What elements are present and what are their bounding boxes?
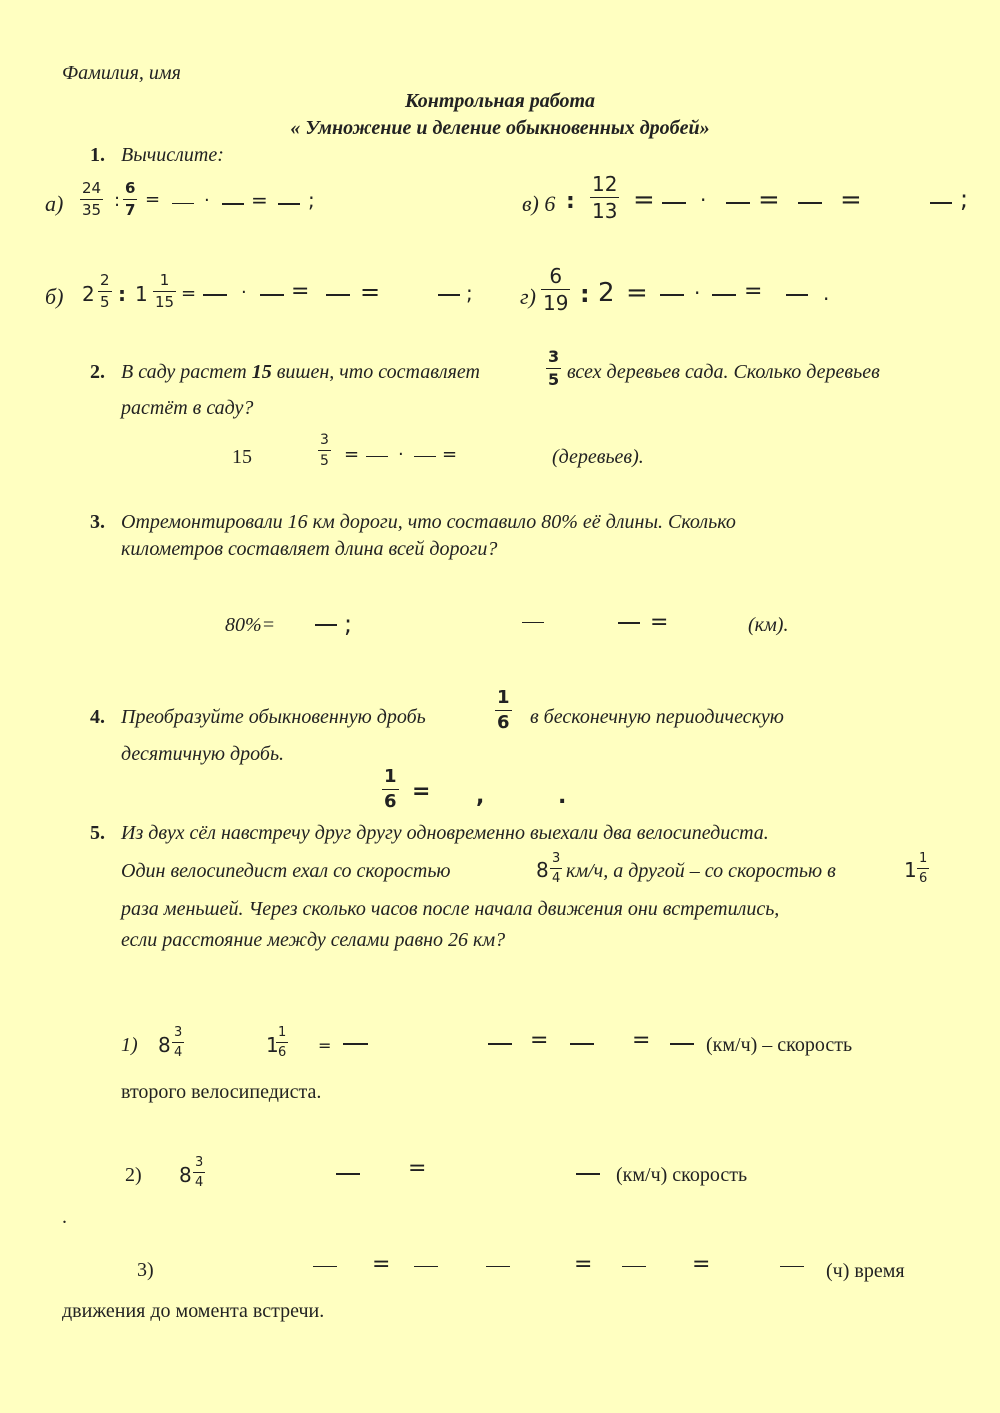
denominator: 35 [82,201,102,219]
equals-sign: = [442,444,458,465]
fraction-6-19 [541,266,570,313]
denominator: 19 [543,291,569,315]
fraction-bar [541,289,570,290]
fraction-bar [917,868,929,869]
blank-fraction-line [798,202,822,204]
whole-part: 8 [536,858,549,882]
denominator: 6 [497,712,510,733]
numerator: 1 [159,271,170,289]
task3-line2: километров составляет длина всей дороги? [121,538,498,560]
denominator: 15 [155,293,175,311]
numerator: 1 [278,1025,287,1040]
task2-line2: растёт в саду? [121,397,254,419]
step3-line2: движения до момента встречи. [62,1300,325,1322]
fraction-bar [495,710,512,711]
equals-sign: = [291,279,310,304]
colon-sign: : [566,189,575,214]
step1-tail: (км/ч) – скорость [706,1034,853,1056]
blank-fraction-line [786,294,808,296]
equals-sign: = [632,1028,651,1053]
numerator: 3 [174,1025,183,1040]
equals-sign: = [530,1028,549,1053]
fraction-1-15 [153,273,176,310]
numerator: 1 [384,766,397,787]
task1a-label: а) [45,191,64,216]
multiply-dot: · [694,281,701,305]
semicolon: ; [308,188,315,212]
step3-tail: (ч) время [826,1260,905,1282]
numerator: 1 [497,687,510,708]
fraction-bar [318,450,331,451]
task5-number: 5. [90,822,105,844]
equals-sign: = [360,278,381,306]
colon-sign: : [114,190,121,211]
fraction-bar [172,1042,184,1043]
task5-line1: Из двух сёл навстречу друг другу одновременно выехали два велосипедиста. [121,822,769,844]
blank-fraction-line [670,1043,694,1045]
multiply-dot: · [241,282,247,303]
blank-fraction-line [930,202,952,204]
page-title: Контрольная работа [404,90,596,112]
colon-sign: : [580,280,590,308]
equals-sign: = [840,185,862,215]
fraction-bar [80,199,103,200]
fraction-3-5 [318,433,331,468]
equals-sign: = [574,1252,593,1277]
blank-fraction-line [712,294,736,296]
fraction-6-7 [123,181,137,218]
equals-sign: = [145,189,161,210]
denominator: 4 [552,871,561,886]
denominator: 5 [320,453,329,469]
task1b-label: б) [45,284,64,309]
fraction-bar [98,291,112,292]
step3-label: 3) [137,1259,154,1281]
fraction-bar [546,368,561,369]
fraction-bar [590,197,619,198]
task1v-label: в) 6 [522,191,556,216]
numerator: 1 [919,851,928,866]
denominator: 6 [278,1045,287,1060]
numerator: 3 [548,347,560,366]
fraction-1-6 [917,852,929,885]
blank-fraction-line [570,1043,594,1045]
blank-fraction-line [366,456,388,457]
blank-fraction-line [414,1266,438,1267]
equals-sign: = [181,283,197,304]
task5-line3: раза меньшей. Через сколько часов после начала движения они встретились, [121,898,780,920]
fraction-bar [123,199,137,200]
task4-number: 4. [90,706,105,728]
task5-line2-end: км/ч, а другой – со скоростью в [566,860,836,882]
denominator: 5 [548,370,560,389]
denominator: 7 [125,201,136,219]
whole-part: 1 [135,282,148,306]
blank-fraction-line [414,456,436,457]
percent-label: 80%= [225,614,276,636]
task5-line4: если расстояние между селами равно 26 км? [121,929,506,951]
task2-number: 2. [90,361,105,383]
task1g-label: г) [520,284,536,309]
blank-fraction-line [780,1266,804,1267]
task3-number: 3. [90,511,105,533]
fraction-24-35 [80,181,103,218]
equals-sign: = [626,278,648,308]
equals-sign: = [251,188,268,212]
whole-part: 8 [158,1033,171,1057]
fraction-12-13 [590,174,619,221]
fraction-3-4 [550,852,562,885]
denominator: 13 [592,199,618,223]
multiply-dot: · [204,190,210,211]
blank-fraction-line [260,294,284,296]
denominator: 4 [195,1175,204,1190]
blank-fraction-line [203,294,227,296]
fraction-3-4 [193,1156,205,1189]
unit-label: (деревьев). [552,446,644,468]
semicolon: ; [344,610,353,638]
blank-fraction-line [172,203,194,204]
blank-fraction-line [576,1173,600,1175]
blank-fraction-line [488,1043,512,1045]
text-run: вишен, что составляет [276,361,480,383]
unit-label: (км). [748,614,789,636]
numerator: 3 [320,432,329,448]
whole-part: 8 [179,1163,192,1187]
page-subtitle: « Умножение и деление обыкновенных дробей» [290,117,710,139]
fraction-3-5 [546,349,561,388]
blank-fraction-line [315,624,337,626]
blank-fraction-line [660,294,684,296]
task4-line1-end: в бесконечную периодическую [530,706,784,728]
step1-label: 1) [121,1034,138,1056]
fraction-1-6 [276,1026,288,1059]
blank-fraction-line [278,203,300,205]
semicolon: ; [466,281,473,305]
text-run: В саду растет [121,361,247,383]
fraction-1-6 [382,768,399,811]
blank-fraction-line [726,202,750,204]
step2-tail: (км/ч) скорость [616,1164,748,1186]
solution-value: 15 [232,446,252,468]
multiply-dot: · [398,444,404,465]
blank-fraction-line [522,622,544,623]
whole-number: 2 [598,278,615,308]
denominator: 5 [100,293,110,311]
tree-count: 15 [251,361,272,383]
whole-part: 2 [82,282,95,306]
fraction-bar [550,868,562,869]
numerator: 6 [549,264,563,288]
equals-sign: = [412,779,431,804]
denominator: 4 [174,1045,183,1060]
blank-fraction-line [438,294,460,296]
multiply-dot: · [700,188,707,212]
task5-line2-start: Один велосипедист ехал со скоростью [121,860,451,882]
period: . [823,281,830,305]
equals-sign: = [344,444,360,465]
task1-text: Вычислите: [121,144,224,166]
numerator: 24 [82,179,102,197]
decimal-comma: , [476,784,485,809]
blank-fraction-line [662,202,686,204]
denominator: 6 [919,871,928,886]
stray-dot: . [62,1206,67,1228]
equals-sign: = [650,610,669,635]
colon-sign: : [118,282,126,306]
step2-label: 2) [125,1164,142,1186]
numerator: 2 [100,271,110,289]
numerator: 6 [125,179,136,197]
equals-sign: = [692,1252,711,1277]
blank-fraction-line [486,1266,510,1267]
equals-sign: = [318,1036,332,1055]
fraction-3-4 [172,1026,184,1059]
task1-number: 1. [90,144,105,166]
step1-line2: второго велосипедиста. [121,1081,322,1103]
fraction-bar [382,789,399,790]
period: . [558,784,567,809]
fraction-bar [153,291,176,292]
equals-sign: = [408,1156,427,1181]
equals-sign: = [372,1252,391,1277]
equals-sign: = [744,279,763,304]
fraction-bar [276,1042,288,1043]
task4-line2: десятичную дробь. [121,743,285,765]
fraction-bar [193,1172,205,1173]
blank-fraction-line [343,1043,368,1045]
denominator: 6 [384,791,397,812]
task2-line1 [121,361,480,384]
fraction-2-5 [98,273,112,310]
numerator: 3 [552,851,561,866]
whole-part: 1 [266,1033,279,1057]
fraction-1-6 [495,689,512,732]
blank-fraction-line [622,1266,646,1267]
numerator: 3 [195,1155,204,1170]
semicolon: ; [960,185,969,213]
numerator: 12 [592,172,618,196]
equals-sign: = [633,185,655,215]
equals-sign: = [758,185,780,215]
task2-line1-end: всех деревьев сада. Сколько деревьев [567,361,880,383]
whole-part: 1 [904,858,917,882]
blank-fraction-line [222,203,244,205]
name-label: Фамилия, имя [62,62,181,84]
blank-fraction-line [618,622,640,624]
task3-line1: Отремонтировали 16 км дороги, что составило 80% её длины. Сколько [121,511,736,533]
blank-fraction-line [336,1173,360,1175]
blank-fraction-line [326,294,350,296]
task4-line1-start: Преобразуйте обыкновенную дробь [121,706,426,728]
blank-fraction-line [313,1266,337,1267]
